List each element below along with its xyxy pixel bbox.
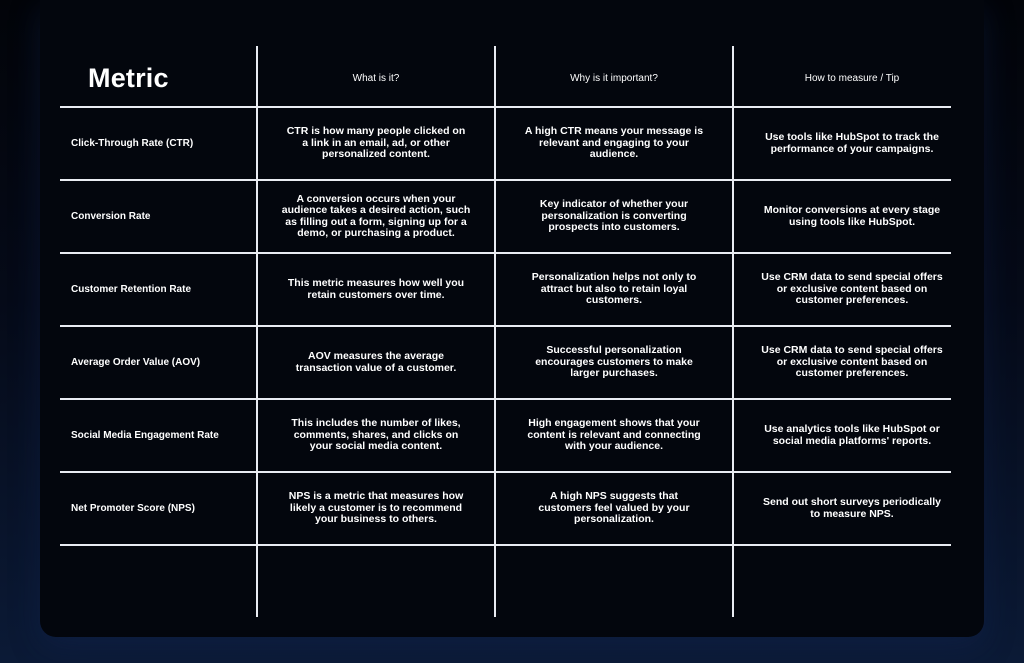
what-cell: NPS is a metric that measures how likely a customer is to recommend your business to others.	[288, 490, 464, 526]
why-cell: Successful personalization encourages customers to make larger purchases.	[535, 344, 693, 380]
why-cell: High engagement shows that your content is relevant and connecting with your audience.	[527, 417, 701, 453]
metric-name: Average Order Value (AOV)	[71, 356, 201, 368]
how-cell: Use tools like HubSpot to track the performance of your campaigns.	[765, 131, 939, 155]
column-header-why: Why is it important?	[570, 72, 658, 84]
how-cell: Use CRM data to send special offers or exclusive content based on customer preferences.	[761, 271, 943, 307]
how-cell: Send out short surveys periodically to measure NPS.	[763, 496, 941, 520]
why-cell: Key indicator of whether your personalization is converting prospects into customers.	[539, 198, 689, 234]
how-cell: Monitor conversions at every stage using tools like HubSpot.	[763, 204, 941, 228]
what-cell: AOV measures the average transaction value of a customer.	[295, 350, 457, 374]
metric-name: Click-Through Rate (CTR)	[71, 137, 194, 149]
metric-name: Social Media Engagement Rate	[71, 429, 219, 441]
what-cell: This includes the number of likes, comments, shares, and clicks on your social media content.	[291, 417, 461, 453]
why-cell: Personalization helps not only to attract but also to retain loyal customers.	[531, 271, 697, 307]
table-title: Metric	[88, 62, 169, 93]
column-header-how: How to measure / Tip	[804, 72, 900, 84]
what-cell: CTR is how many people clicked on a link in an email, ad, or other personalized content.	[286, 125, 466, 161]
why-cell: A high CTR means your message is relevant and engaging to your audience.	[524, 125, 704, 161]
why-cell: A high NPS suggests that customers feel valued by your personalization.	[538, 490, 690, 526]
how-cell: Use analytics tools like HubSpot or social media platforms' reports.	[764, 423, 940, 447]
what-cell: A conversion occurs when your audience takes a desired action, such as filling out a form, signing up for a demo, or purchasing a product.	[281, 192, 471, 239]
column-header-what: What is it?	[352, 72, 400, 84]
metric-name: Net Promoter Score (NPS)	[71, 502, 195, 514]
metric-name: Conversion Rate	[71, 210, 151, 222]
what-cell: This metric measures how well you retain customers over time.	[287, 277, 465, 301]
metric-name: Customer Retention Rate	[71, 283, 192, 295]
how-cell: Use CRM data to send special offers or exclusive content based on customer preferences.	[761, 344, 943, 380]
row-divider	[60, 544, 951, 546]
